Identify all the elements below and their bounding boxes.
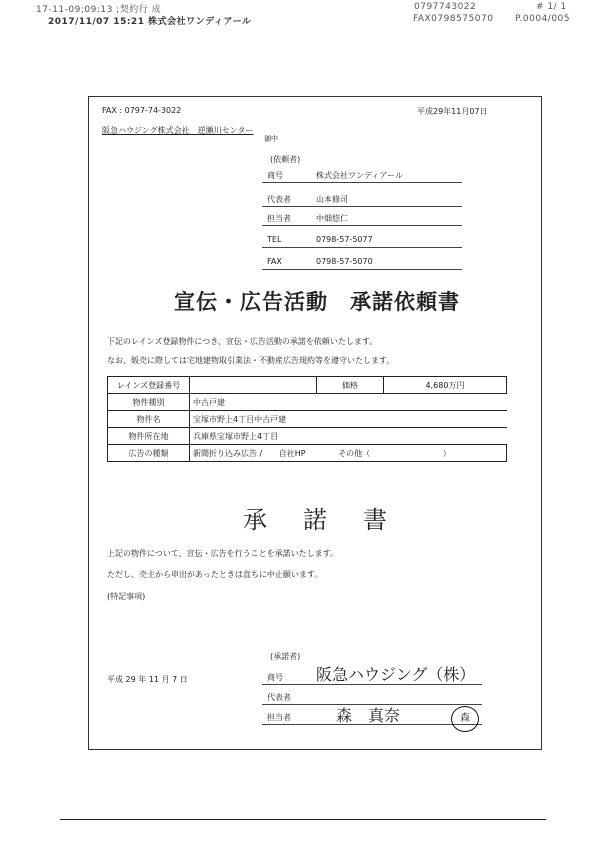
media-value (190, 445, 507, 462)
table-row (108, 377, 507, 394)
media-label: 広告の種類 (108, 445, 190, 462)
approver-label-company: 商号 (267, 673, 283, 682)
requester-label-person: 担当者 (267, 214, 291, 223)
field-underline (262, 724, 482, 725)
approver-label: (承諾者) (270, 652, 301, 661)
address-value: 兵庫県宝塚市野上4丁目 (190, 428, 507, 445)
approver-label-person: 担当者 (267, 713, 291, 722)
addressee: 阪急ハウジング株式会社 逆瀬川センター (102, 126, 254, 135)
name-value: 宝塚市野上4丁目中古戸建 (190, 411, 507, 428)
requester-label: (依頼者) (270, 155, 301, 164)
fax-header-page: # 1/ 1 (536, 2, 567, 12)
approver-company-handwritten: 阪急ハウジング（株） (316, 665, 476, 684)
requester-person: 中畑悠仁 (316, 214, 348, 223)
table-row (108, 445, 507, 462)
price-value: 4,680万円 (384, 377, 507, 394)
reins-value (190, 377, 317, 394)
approval-note: (特記事項) (107, 592, 146, 601)
requester-label-fax: FAX (267, 257, 282, 266)
requester-label-company: 商号 (267, 171, 283, 180)
requester-label-rep: 代表者 (267, 195, 291, 204)
media-item-other: その他（ (338, 448, 371, 458)
field-underline (262, 269, 462, 270)
media-item-hp: 自社HP (278, 448, 306, 458)
fax-header-line2-right: P.0004/005 (515, 14, 571, 24)
requester-fax: 0798-57-5070 (316, 257, 373, 266)
field-underline (262, 206, 462, 207)
requester-label-tel: TEL (267, 235, 282, 244)
price-label: 価格 (317, 377, 384, 394)
request-body-1: 下記のレインズ登録物件につき、宣伝・広告活動の承諾を依頼いたします。 (107, 337, 378, 346)
media-item-newspaper: 新聞折り込み広告 / (193, 448, 263, 458)
approver-label-rep: 代表者 (267, 693, 291, 702)
seal-stamp: 森 (451, 706, 479, 732)
field-underline (262, 182, 462, 183)
property-info-table (107, 376, 507, 462)
fax-header-line1-left: 17-11-09;09:13 ;契約行 成 (36, 5, 162, 15)
field-underline (262, 225, 462, 226)
addressee-suffix: 御中 (264, 135, 278, 143)
approval-title: 承諾書 (243, 506, 423, 534)
approval-date: 平成 29 年 11 月 7 日 (107, 675, 188, 684)
approver-person-handwritten: 森 真奈 (336, 706, 401, 725)
approval-body-1: 上記の物件について、宣伝・広告を行うことを承諾いたします。 (107, 549, 339, 558)
requester-rep: 山本修司 (316, 195, 348, 204)
requester-company: 株式会社ワンディアール (316, 171, 403, 180)
media-item-close: ） (442, 448, 451, 458)
fax-header-line2-left: 2017/11/07 15:21 株式会社ワンディアール (48, 17, 252, 27)
fax-header-line1-right: 0797743022 (414, 2, 477, 12)
name-label: 物件名 (108, 411, 190, 428)
approval-body-2: ただし、売主から申出があったときは直ちに中止願います。 (107, 570, 323, 579)
table-row (108, 411, 507, 428)
type-label: 物件種別 (108, 394, 190, 411)
fax-number: FAX : 0797-74-3022 (102, 106, 182, 115)
reins-label: レインズ登録番号 (108, 377, 190, 394)
address-label: 物件所在地 (108, 428, 190, 445)
table-row (108, 428, 507, 445)
request-body-2: なお、販売に際しては宅地建物取引業法・不動産広告規約等を遵守いたします。 (107, 356, 395, 365)
document-title: 宣伝・広告活動 承諾依頼書 (174, 289, 460, 314)
fax-header-line2-mid: FAX0798575070 (413, 14, 494, 24)
requester-tel: 0798-57-5077 (316, 235, 373, 244)
table-row (108, 394, 507, 411)
field-underline (262, 247, 462, 248)
document-date: 平成29年11月07日 (417, 107, 488, 116)
field-underline (262, 684, 482, 685)
type-value: 中古戸建 (190, 394, 507, 411)
page-bottom-rule (60, 819, 546, 820)
